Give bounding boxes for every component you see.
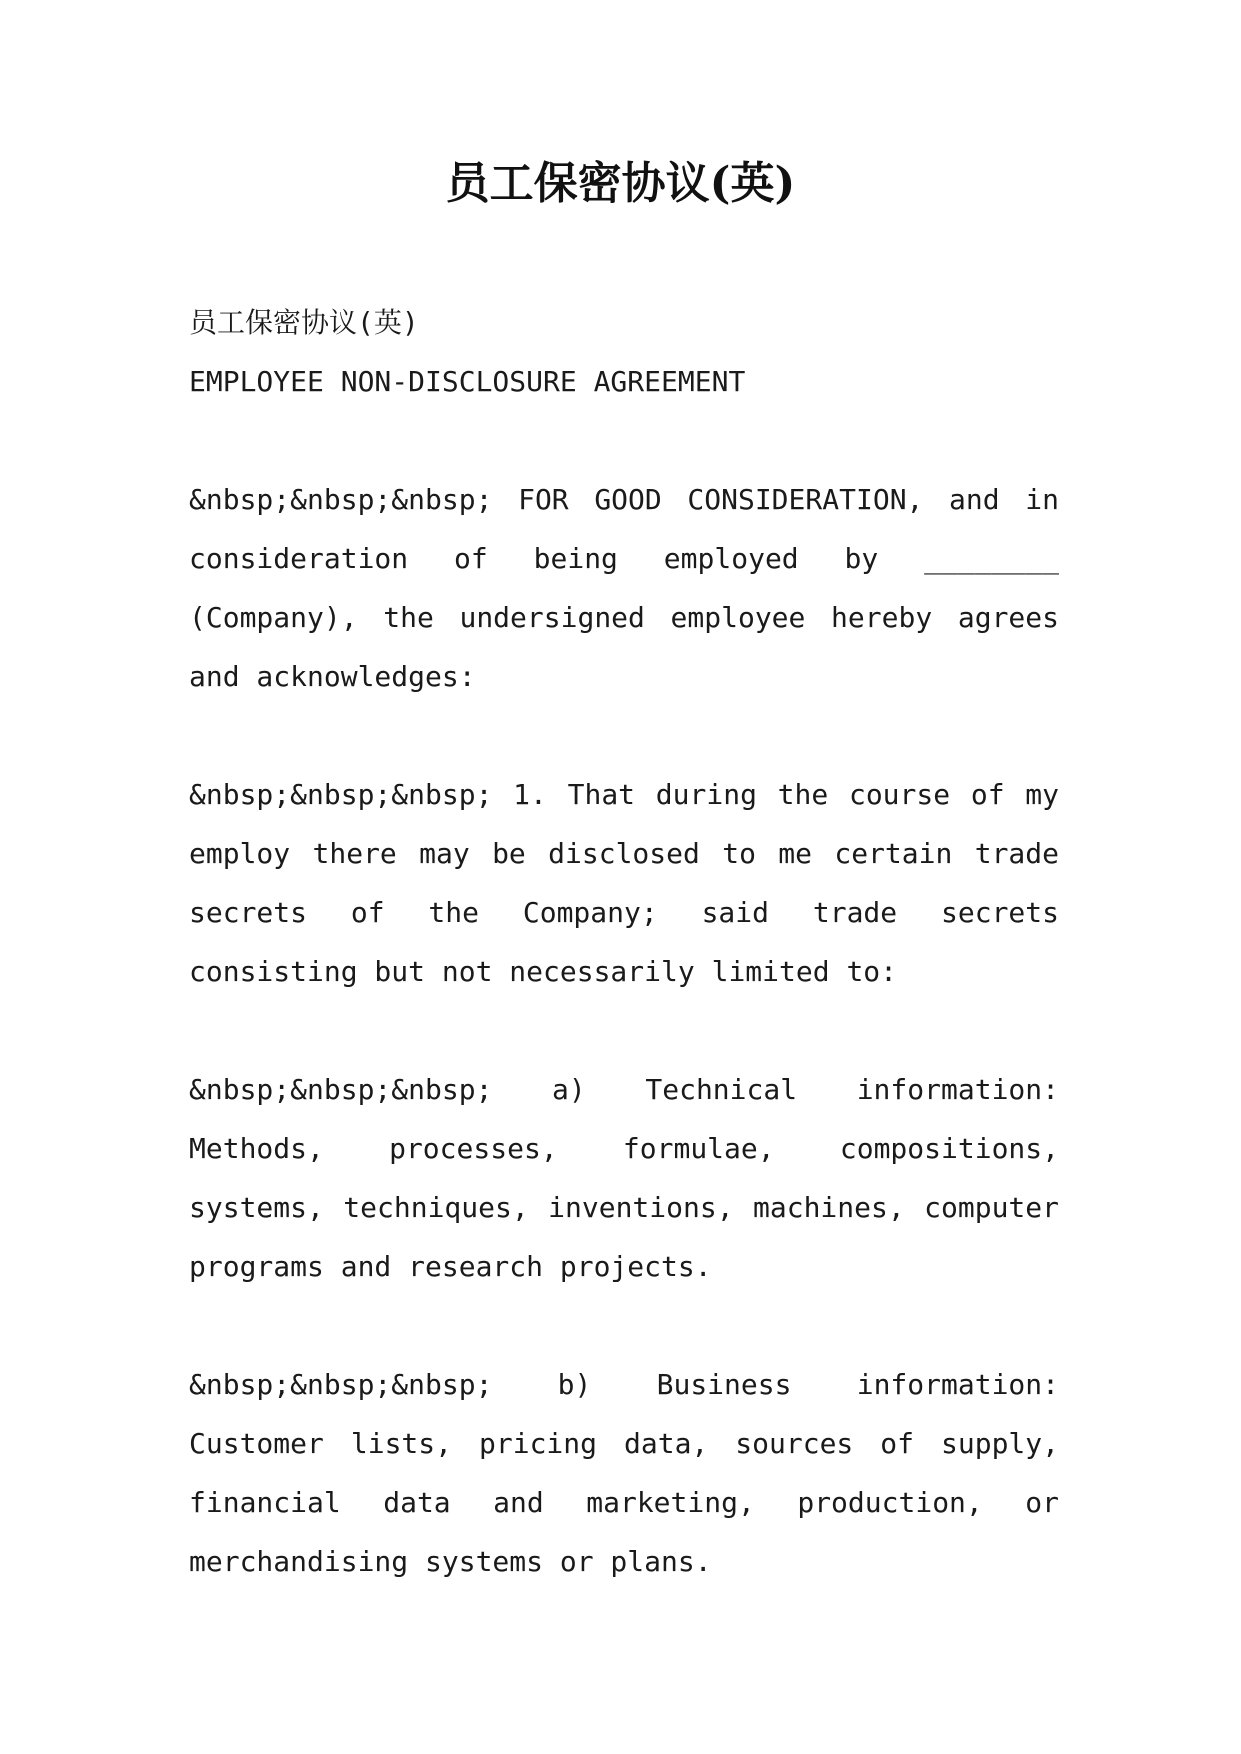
subtitle-chinese: 员工保密协议(英) [189,306,419,339]
paragraph-business-information: &nbsp;&nbsp;&nbsp; b) Business information: Customer lists, pricing data, sources of supply, financial data and marketing, production, or merchandising systems or plans. [189,1368,1059,1578]
document-body [189,293,1059,1591]
paragraph-gap [189,411,1059,470]
paragraph-gap [189,1296,1059,1355]
paragraph-trade-secrets: &nbsp;&nbsp;&nbsp; 1. That during the course of my employ there may be disclosed to me certain trade secrets of the Company; said trade secrets consisting but not necessarily limited to: [189,778,1059,988]
subtitle-english: EMPLOYEE NON-DISCLOSURE AGREEMENT [189,365,746,398]
paragraph-technical-information: &nbsp;&nbsp;&nbsp; a) Technical information: Methods, processes, formulae, compositions, systems, techniques, inventions, machines, computer programs and research projects. [189,1073,1059,1283]
paragraph-gap [189,1001,1059,1060]
document-title: 员工保密协议(英) [445,158,796,209]
paragraph-gap [189,706,1059,765]
paragraph-consideration: &nbsp;&nbsp;&nbsp; FOR GOOD CONSIDERATION, and in consideration of being employed by ________ (Company), the undersigned employee hereby agrees and acknowledges: [189,483,1059,693]
